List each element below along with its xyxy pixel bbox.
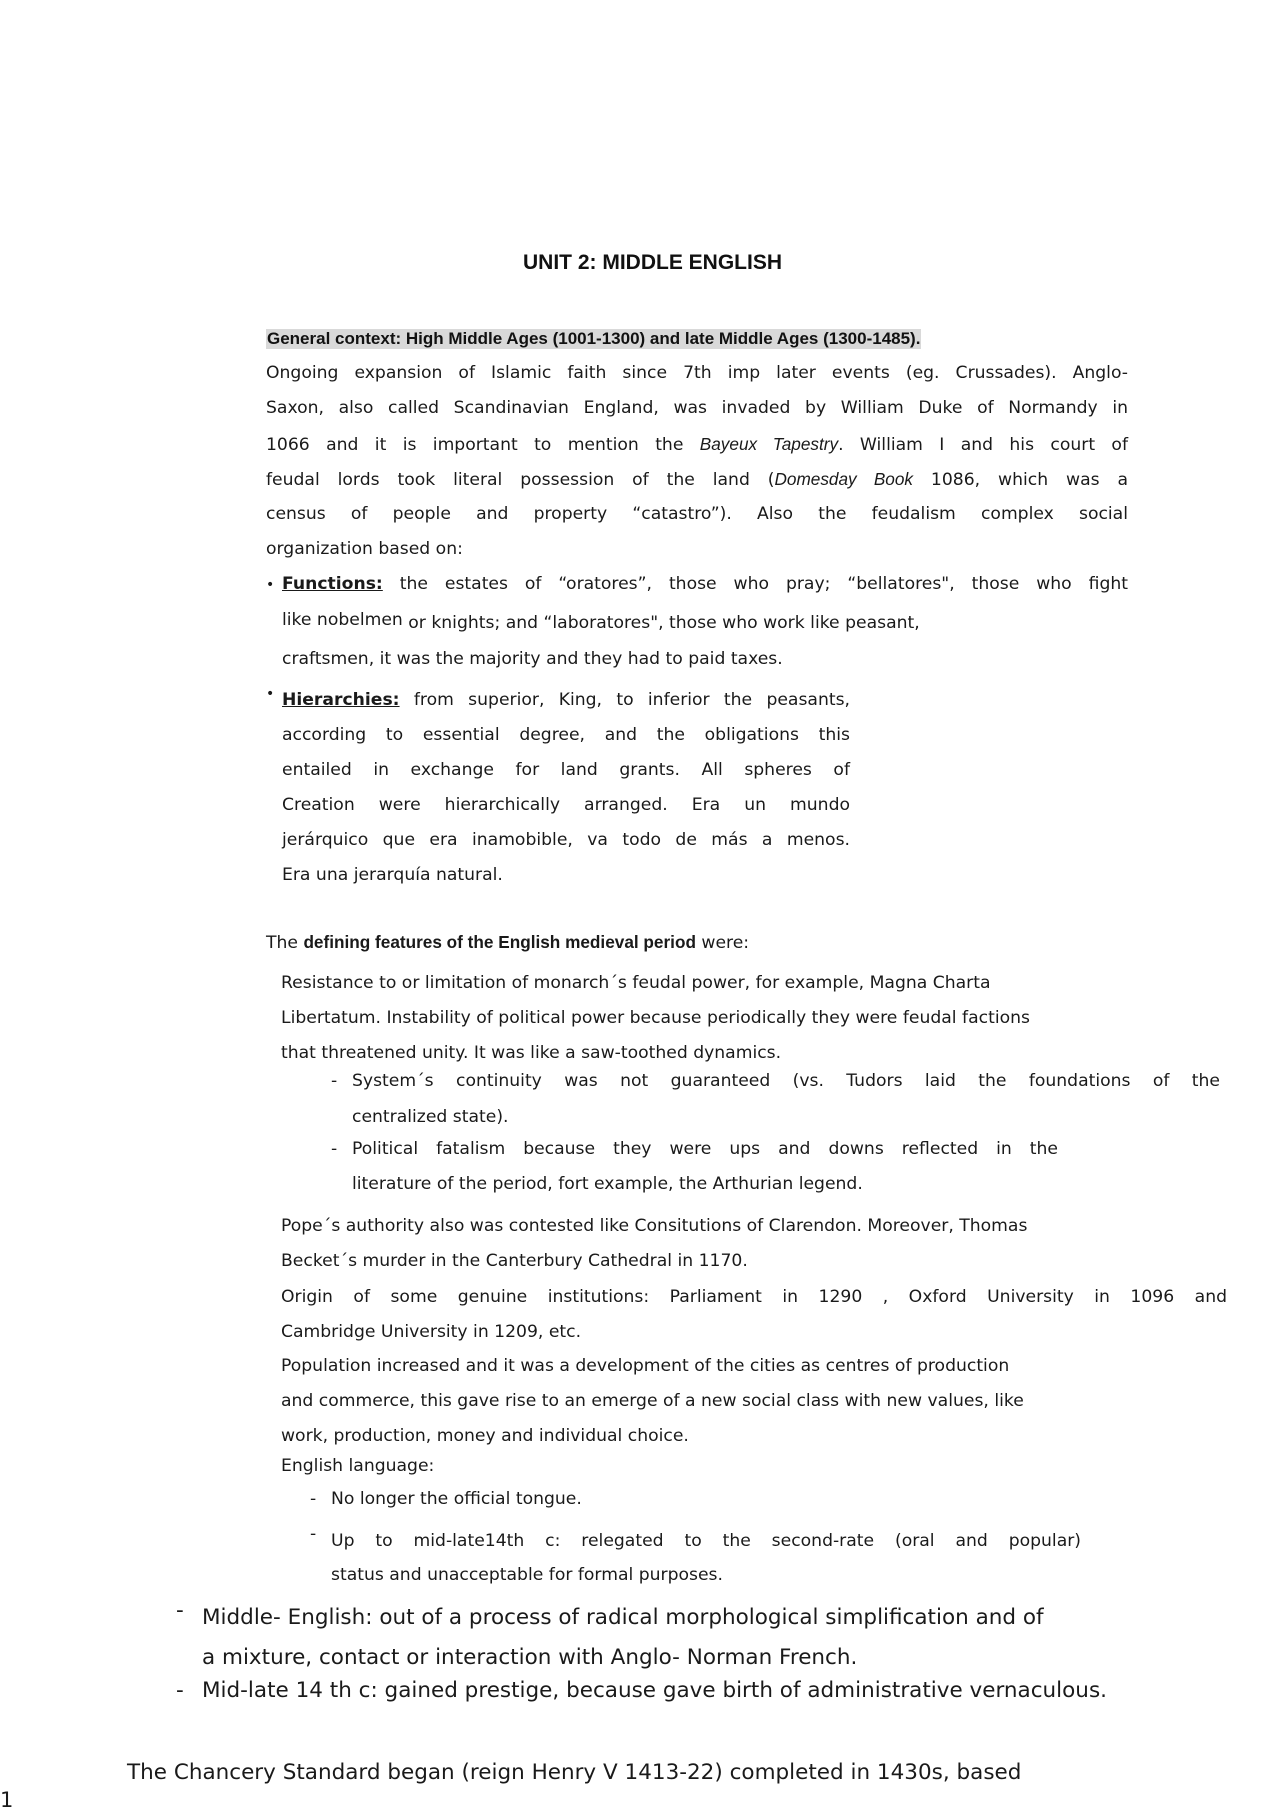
middle-english-line-2: a mixture, contact or interaction with Anglo- Norman French. — [202, 1645, 858, 1670]
english-item-1-dash: - — [310, 1489, 317, 1509]
functions-line-3: craftsmen, it was the majority and they had to paid taxes. — [282, 649, 783, 669]
context-paragraph — [266, 356, 1128, 568]
origin-line-2: Cambridge University in 1209, etc. — [281, 1322, 582, 1342]
hierarchies-line-4: Creation were hierarchically arranged. Era un mundo — [282, 795, 850, 815]
midlate-item: Mid-late 14 th c: gained prestige, because gave birth of administrative vernaculous. — [202, 1678, 1107, 1703]
features-line-2: Libertatum. Instability of political power because periodically they were feudal factions — [281, 1008, 1030, 1028]
functions-label: Functions: — [282, 574, 383, 594]
functions-line-2 — [282, 610, 1128, 646]
english-item-2-dash: - — [310, 1524, 317, 1544]
context-line-4b: 1086, which was a — [913, 469, 1128, 490]
functions-line-2b: or knights; and “laboratores", those who work like peasant, — [408, 613, 920, 633]
hierarchies-line-5: jerárquico que era inamobible, va todo de más a menos. — [282, 830, 850, 850]
context-line-5: census of people and property “catastro”). Also the feudalism complex social — [266, 504, 1128, 525]
pope-line-1: Pope´s authority also was contested like Consitutions of Clarendon. Moreover, Thomas — [281, 1216, 1028, 1236]
context-heading: General context: High Middle Ages (1001-1300) and late Middle Ages (1300-1485). — [267, 329, 921, 348]
english-item-2-line-2: status and unacceptable for formal purposes. — [331, 1565, 723, 1585]
features-intro-bold: defining features of the English medieval period — [303, 932, 696, 952]
origin-line-1: Origin of some genuine institutions: Parliament in 1290 , Oxford University in 1096 and — [281, 1287, 1227, 1307]
population-paragraph — [281, 1349, 1024, 1454]
features-paragraph — [281, 966, 1030, 1071]
hierarchies-label: Hierarchies: — [282, 690, 400, 710]
origin-paragraph — [281, 1280, 1227, 1350]
middle-english-item — [202, 1598, 1044, 1678]
features-intro-pre: The — [266, 933, 304, 953]
functions-line-2a: like nobelmen — [282, 610, 403, 630]
hierarchies-text — [282, 683, 850, 893]
functions-line-1 — [282, 574, 1128, 610]
population-line-3: work, production, money and individual choice. — [281, 1426, 689, 1446]
hierarchies-line-3: entailed in exchange for land grants. All spheres of — [282, 760, 850, 780]
page-number: 1 — [0, 1788, 14, 1812]
hierarchies-line-1 — [282, 683, 850, 718]
context-line-3b: . William I and his court of — [838, 434, 1128, 455]
context-line-3a: 1066 and it is important to mention the — [266, 434, 684, 455]
bayeux-tapestry: Bayeux Tapestry — [699, 433, 839, 454]
page-title: UNIT 2: MIDDLE ENGLISH — [523, 251, 783, 274]
hierarchies-line-2: according to essential degree, and the obligations this — [282, 725, 850, 745]
pope-paragraph — [281, 1209, 1027, 1279]
sub-item-1-line-1: System´s continuity was not guaranteed (vs. Tudors laid the foundations of the — [352, 1071, 1220, 1091]
sub-item-1-dash: - — [331, 1071, 338, 1091]
hierarchies-line-1-text: from superior, King, to inferior the peasants, — [413, 690, 850, 710]
sub-item-1 — [352, 1071, 1220, 1139]
pope-line-2: Becket´s murder in the Canterbury Cathedral in 1170. — [281, 1251, 748, 1271]
hierarchies-line-6: Era una jerarquía natural. — [282, 865, 503, 885]
population-line-2: and commerce, this gave rise to an emerge of a new social class with new values, like — [281, 1391, 1024, 1411]
chancery-line: The Chancery Standard began (reign Henry V 1413-22) completed in 1430s, based — [127, 1760, 1022, 1785]
functions-text — [282, 574, 1128, 685]
features-line-1: Resistance to or limitation of monarch´s feudal power, for example, Magna Charta — [281, 973, 991, 993]
context-line-4 — [266, 462, 1128, 497]
context-line-3 — [266, 427, 1128, 462]
bullet-icon: • — [266, 686, 275, 702]
population-line-1: Population increased and it was a development of the cities as centres of production — [281, 1356, 1010, 1376]
domesday-book: Domesday Book — [774, 468, 914, 489]
context-line-4a: feudal lords took literal possession of the land ( — [266, 469, 775, 490]
context-line-6: organization based on: — [266, 539, 463, 560]
sub-item-2 — [352, 1139, 1058, 1194]
sub-item-1-line-2: centralized state). — [352, 1107, 509, 1127]
midlate-dash: - — [176, 1678, 184, 1703]
sub-item-2-line-2: literature of the period, fort example, the Arthurian legend. — [352, 1174, 863, 1194]
english-item-2-line-1: Up to mid-late14th c: relegated to the second-rate (oral and popular) — [331, 1531, 1081, 1551]
english-item-1: No longer the official tongue. — [331, 1489, 582, 1509]
bullet-icon: • — [266, 577, 275, 593]
features-line-3: that threatened unity. It was like a saw-toothed dynamics. — [281, 1043, 782, 1063]
features-intro-post: were: — [695, 933, 750, 953]
english-item-2 — [331, 1524, 1081, 1592]
middle-english-dash: - — [176, 1598, 184, 1623]
context-line-2: Saxon, also called Scandinavian England, was invaded by William Duke of Normandy in — [266, 398, 1128, 419]
context-line-1: Ongoing expansion of Islamic faith since 7th imp later events (eg. Crussades). Anglo- — [266, 363, 1128, 383]
functions-line-1-text: the estates of “oratores”, those who pray; “bellatores", those who fight — [399, 574, 1128, 594]
middle-english-line-1: Middle- English: out of a process of radical morphological simplification and of — [202, 1605, 1044, 1630]
sub-item-2-dash: - — [331, 1139, 338, 1159]
sub-item-2-line-1: Political fatalism because they were ups and downs reflected in the — [352, 1139, 1058, 1159]
english-language-heading: English language: — [281, 1456, 435, 1476]
features-intro — [266, 932, 749, 953]
